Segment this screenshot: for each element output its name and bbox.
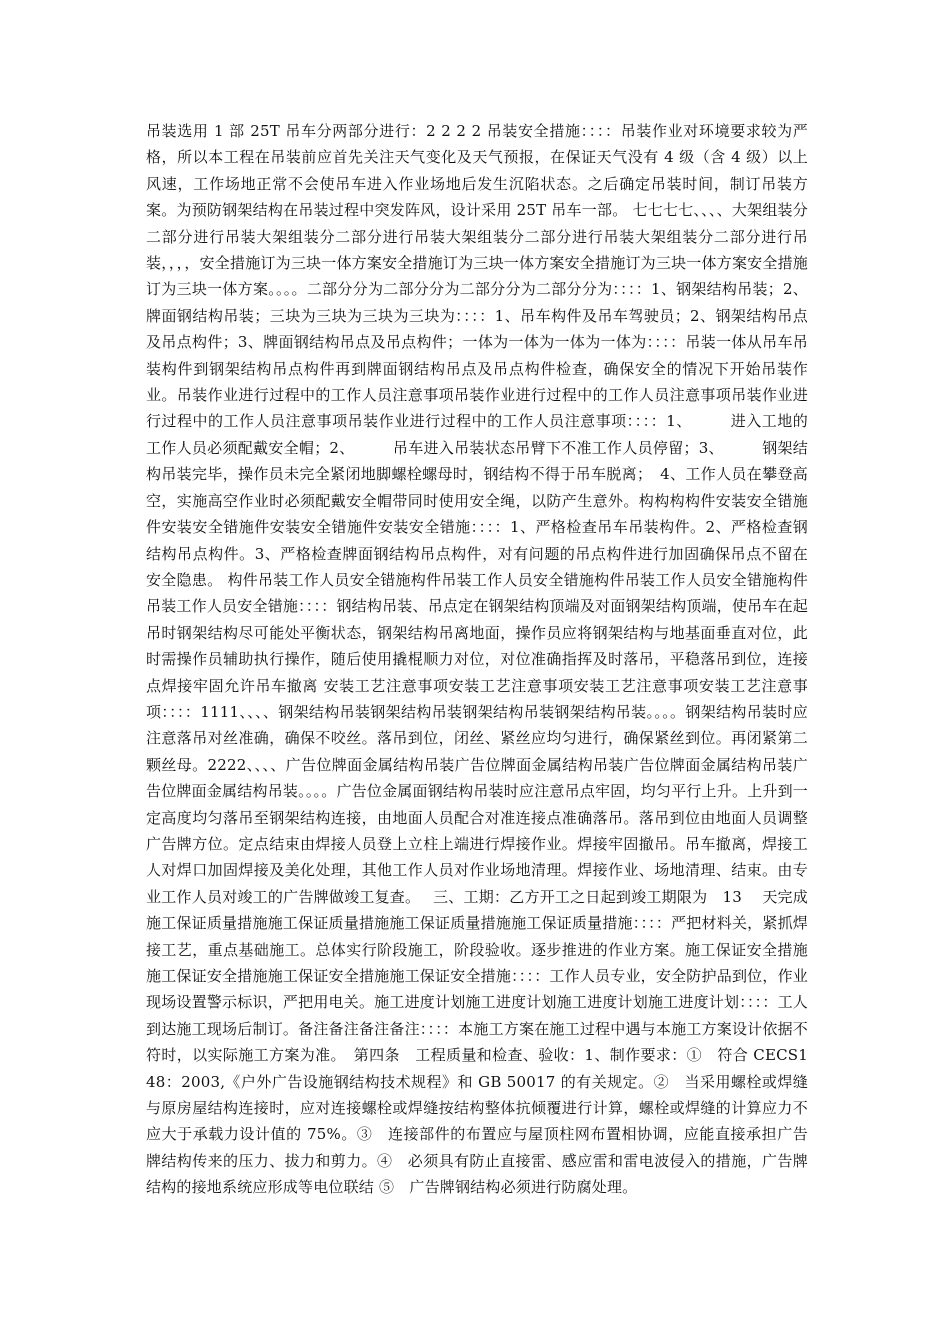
body-paragraph: 吊装选用 1 部 25T 吊车分两部分进行：2 2 2 2 吊装安全措施：：：：吊装作业对环境要求较为严格，所以本工程在吊装前应首先关注天气变化及天气预报，在保证天气没有 4 级（含 4 级）以上风速，工作场地正常不会使吊车进入作业场地后发生沉陷状态。之后确定吊装时间，制订吊装方案。为预防钢架结构在吊装过程中突发阵风，设计采用 25T 吊车一部。 七七七七、、、、大架组装分二部分进行吊装大架组装分二部分进行吊装大架组装分二部分进行吊装大架组装分二部分进行吊装，，，，安全措施订为三块一体方案安全措施订为三块一体方案安全措施订为三块一体方案安全措施订为三块一体方案。。。。二部分分为二部分分为二部分分为二部分分为：：：：1、钢架结构吊装；2、牌面钢结构吊装；三块为三块为三块为三块为：：：：1、吊车构件及吊车驾驶员；2、钢架结构吊点及吊点构件；3、牌面钢结构吊点及吊点构件；一体为一体为一体为一体为：：：：吊装一体从吊车吊装构件到钢架结构吊点构件再到牌面钢结构吊点及吊点构件检查，确保安全的情况下开始吊装作业。吊装作业进行过程中的工作人员注意事项吊装作业进行过程中的工作人员注意事项吊装作业进行过程中的工作人员注意事项吊装作业进行过程中的工作人员注意事项：：：：1、 进入工地的工作人员必须配戴安全帽；2、 吊车进入吊装状态吊臂下不准工作人员停留；3、 钢架结构吊装完毕，操作员未完全紧闭地脚螺栓螺母时，钢结构不得于吊车脱离； 4、工作人员在攀登高空，实施高空作业时必须配戴安全帽带同时使用安全绳，以防产生意外。构构构构件安装安全错施件安装安全错施件安装安全错施件安装安全错施：：：：1、严格检查吊车吊装构件。2、严格检查钢结构吊点构件。3、严格检查牌面钢结构吊点构件，对有问题的吊点构件进行加固确保吊点不留在安全隐患。 构件吊装工作人员安全错施构件吊装工作人员安全错施构件吊装工作人员安全错施构件吊装工作人员安全错施：：：：钢结构吊装、吊点定在钢架结构顶端及对面钢架结构顶端，使吊车在起吊时钢架结构尽可能处平衡状态，钢架结构吊离地面，操作员应将钢架结构与地基面垂直对位，此时需操作员辅助执行操作，随后使用撬棍顺力对位，对位准确指挥及时落吊，平稳落吊到位，连接点焊接牢固允许吊车撤离 安装工艺注意事项安装工艺注意事项安装工艺注意事项安装工艺注意事项：：：：1111、、、、钢架结构吊装钢架结构吊装钢架结构吊装钢架结构吊装。。。。钢架结构吊装时应注意落吊对丝准确，确保不咬丝。落吊到位，闭丝、紧丝应均匀进行，确保紧丝到位。再闭紧第二颗丝母。2222、、、、广告位牌面金属结构吊装广告位牌面金属结构吊装广告位牌面金属结构吊装广告位牌面金属结构吊装。。。。广告位金属面钢结构吊装时应注意吊点牢固，均匀平行上升。上升到一定高度均匀落吊至钢架结构连接，由地面人员配合对准连接点准确落吊。落吊到位由地面人员调整广告牌方位。定点结束由焊接人员登上立柱上端进行焊接作业。焊接牢固撤吊。吊车撤离，焊接工人对焊口加固焊接及美化处理，其他工作人员对作业场地清理。焊接作业、场地清理、结束。由专业工作人员对竣工的广告牌做竣工复查。 三、工期：乙方开工之日起到竣工期限为 13 天完成 施工保证质量措施施工保证质量措施施工保证质量措施施工保证质量措施：：：：严把材料关，紧抓焊接工艺，重点基础施工。总体实行阶段施工，阶段验收。逐步推进的作业方案。施工保证安全措施施工保证安全措施施工保证安全措施施工保证安全措施：：：：工作人员专业，安全防护品到位，作业现场设置警示标识，严把用电关。施工进度计划施工进度计划施工进度计划施工进度计划：：：：工人到达施工现场后制订。备注备注备注备注：：：：本施工方案在施工过程中遇与本施工方案设计依据不符时，以实际施工方案为准。 第四条 工程质量和检查、验收：1、制作要求：① 符合 CECS148：2003,《户外广告设施钢结构技术规程》和 GB 50017 的有关规定。② 当采用螺栓或焊缝与原房屋结构连接时，应对连接螺栓或焊缝按结构整体抗倾覆进行计算，螺栓或焊缝的计算应力不应大于承载力设计值的 75%。③ 连接部件的布置应与屋顶柱网布置相协调，应能直接承担广告牌结构传来的压力、拔力和剪力。④ 必须具有防止直接雷、感应雷和雷电波侵入的措施，广告牌结构的接地系统应形成等电位联结 ⑤ 广告牌钢结构必须进行防腐处理。 [146,122,808,1197]
